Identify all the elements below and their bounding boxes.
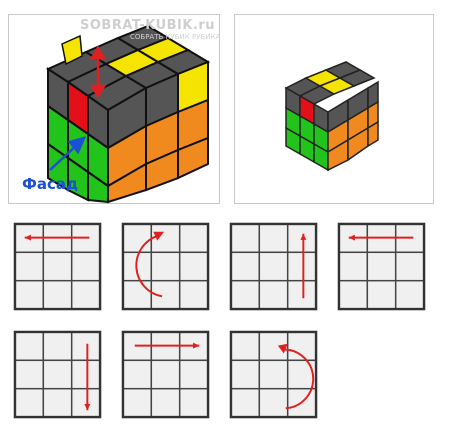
small-cube-diagram [234,14,434,204]
move-step-2 [120,222,212,312]
front-face-label: Фасад [22,175,79,193]
watermark-site: SOBRAT-KUBIK.ru [80,18,216,33]
move-step-6 [120,330,212,420]
small-cube-right-face [328,82,378,170]
move-step-5 [12,330,104,420]
move-step-7 [228,330,320,420]
move-step-1 [12,222,104,312]
move-step-4 [336,222,428,312]
move-step-3 [228,222,320,312]
watermark-tagline: СОБРАТЬ КУБИК РУБИКА [130,33,221,41]
